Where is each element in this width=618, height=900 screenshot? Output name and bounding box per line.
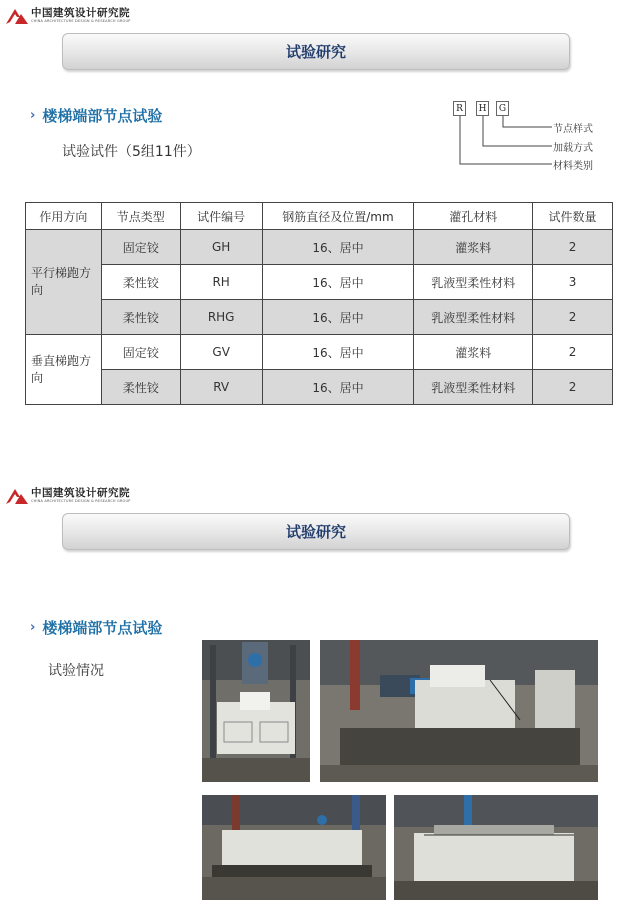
header-specimen-id: 试件编号 (180, 203, 262, 230)
specimen-summary: 试验试件（5组11件） (62, 144, 201, 160)
direction-cell: 垂直梯跑方向 (26, 335, 102, 405)
legend-label-material-type: 材料类别 (553, 161, 593, 172)
code-letter-r: R (453, 101, 466, 116)
count-cell: 3 (533, 265, 613, 300)
specimen-id-cell: GV (180, 335, 262, 370)
joint-type-cell: 固定铰 (101, 335, 180, 370)
legend-label-loading-mode: 加载方式 (553, 143, 593, 154)
logo-name-cn: 中国建筑设计研究院 (31, 487, 130, 499)
specimen-table (25, 202, 613, 405)
slide-title-bar (62, 33, 570, 70)
material-cell: 乳液型柔性材料 (414, 265, 533, 300)
specimen-id-cell: GH (180, 230, 262, 265)
logo-name-en: CHINA ARCHITECTURE DESIGN & RESEARCH GROUP (31, 499, 131, 503)
legend-label-joint-style: 节点样式 (553, 124, 593, 135)
table-row (26, 230, 613, 265)
section-heading (30, 105, 162, 126)
specimen-id-cell: RH (180, 265, 262, 300)
material-cell: 乳液型柔性材料 (414, 370, 533, 405)
company-logo (6, 7, 131, 25)
header-joint-type: 节点类型 (101, 203, 180, 230)
header-grout-material: 灌孔材料 (414, 203, 533, 230)
count-cell: 2 (533, 300, 613, 335)
table-row (26, 335, 613, 370)
test-status-label: 试验情况 (48, 663, 104, 679)
logo-mark-icon (6, 488, 28, 504)
section-title: 楼梯端部节点试验 (42, 619, 163, 637)
header-direction: 作用方向 (26, 203, 102, 230)
chevron-right-icon: › (30, 108, 36, 123)
material-cell: 灌浆料 (414, 335, 533, 370)
test-photo-4 (394, 795, 598, 900)
count-cell: 2 (533, 335, 613, 370)
count-cell: 2 (533, 230, 613, 265)
joint-type-cell: 柔性铰 (101, 265, 180, 300)
slide-title: 试验研究 (285, 523, 346, 541)
material-cell: 乳液型柔性材料 (414, 300, 533, 335)
rebar-cell: 16、居中 (262, 370, 414, 405)
joint-type-cell: 柔性铰 (101, 370, 180, 405)
count-cell: 2 (533, 370, 613, 405)
logo-mark-icon (6, 8, 28, 24)
table-row (26, 265, 613, 300)
test-photo-3 (202, 795, 386, 900)
slide-title-bar (62, 513, 570, 550)
table-row (26, 370, 613, 405)
joint-type-cell: 柔性铰 (101, 300, 180, 335)
section-title: 楼梯端部节点试验 (42, 107, 163, 125)
code-letter-h: H (476, 101, 489, 116)
rebar-cell: 16、居中 (262, 335, 414, 370)
logo-name-cn: 中国建筑设计研究院 (31, 7, 130, 19)
material-cell: 灌浆料 (414, 230, 533, 265)
section-heading (30, 617, 162, 638)
rebar-cell: 16、居中 (262, 300, 414, 335)
logo-name-en: CHINA ARCHITECTURE DESIGN & RESEARCH GROUP (31, 19, 131, 23)
header-rebar: 钢筋直径及位置/mm (262, 203, 414, 230)
header-specimen-count: 试件数量 (533, 203, 613, 230)
test-photo-1 (202, 640, 310, 782)
table-row (26, 300, 613, 335)
code-letter-g: G (496, 101, 509, 116)
chevron-right-icon: › (30, 620, 36, 635)
direction-cell: 平行梯跑方向 (26, 230, 102, 335)
slide-title: 试验研究 (285, 43, 346, 61)
joint-type-cell: 固定铰 (101, 230, 180, 265)
rebar-cell: 16、居中 (262, 230, 414, 265)
specimen-id-cell: RV (180, 370, 262, 405)
specimen-id-cell: RHG (180, 300, 262, 335)
specimen-code-legend (448, 101, 618, 173)
table-header-row (26, 203, 613, 230)
slide-2 (0, 480, 618, 900)
company-logo (6, 487, 131, 505)
rebar-cell: 16、居中 (262, 265, 414, 300)
test-photo-2 (320, 640, 598, 782)
